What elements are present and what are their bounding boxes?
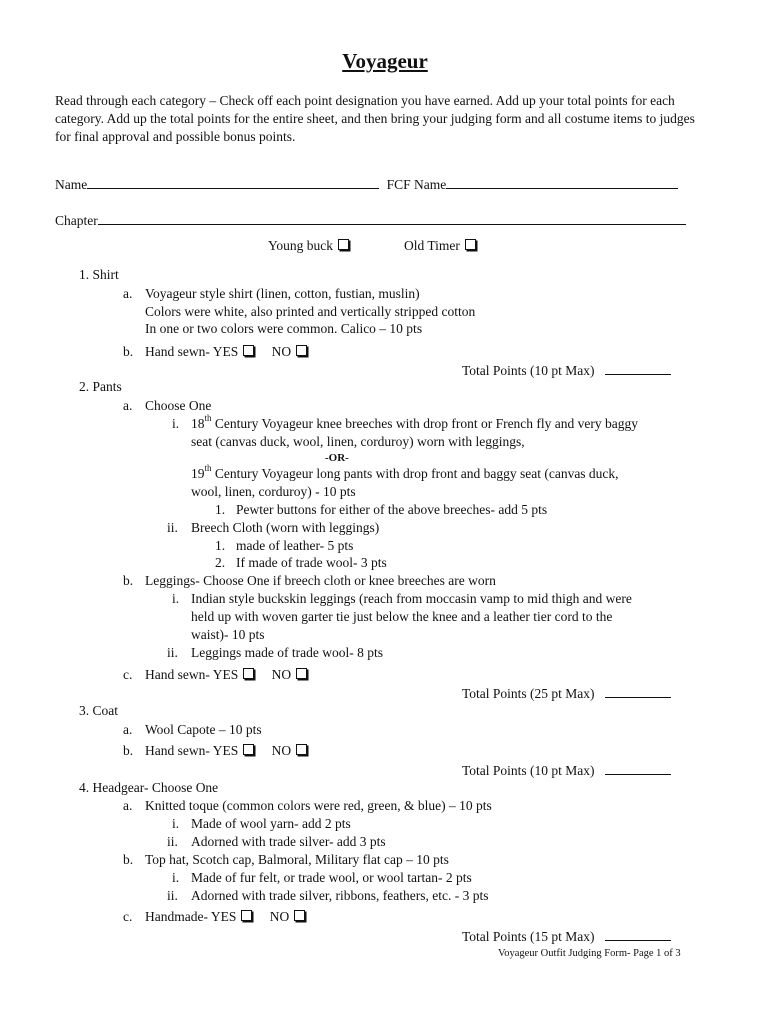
century-number: 18 [191, 416, 205, 431]
pants-b-i-line: Indian style buckskin leggings (reach from moccasin vamp to mid thigh and were [191, 591, 632, 606]
pants-a-marker: a. [123, 398, 133, 413]
headgear-a-text: Knitted toque (common colors were red, green, & blue) – 10 pts [145, 798, 492, 813]
chapter-label: Chapter [55, 213, 98, 228]
shirt-a-marker: a. [123, 286, 133, 301]
instructions: Read through each category – Check off each point designation you have earned. Add up your total points for each category. Add up the total points for the entire sheet, and then bring your judging form and all costume items to judges for final approval and possible bonus points. [55, 93, 695, 144]
pants-b-i-line: waist)- 10 pts [191, 627, 265, 642]
coat-b-marker: b. [123, 743, 134, 758]
shirt-total-label: Total Points (10 pt Max) [462, 363, 595, 378]
headgear-b-marker: b. [123, 852, 134, 867]
pants-a-i-line [191, 463, 619, 482]
ordinal-suffix: th [204, 413, 212, 423]
shirt-b-marker: b. [123, 344, 134, 359]
headgear-c-marker: c. [123, 909, 133, 924]
coat-a-text: Wool Capote – 10 pts [145, 722, 262, 737]
pants-b-ii-text: Leggings made of trade wool- 8 pts [191, 645, 383, 660]
old-timer-option [404, 238, 478, 254]
pants-a-i-text: Century Voyageur knee breeches with drop front or French fly and very baggy [211, 416, 639, 431]
headgear-a-ii-text: Adorned with trade silver- add 3 pts [191, 834, 386, 849]
no-label: NO [271, 743, 292, 758]
or-separator: -OR- [325, 452, 349, 464]
hand-sewn-yes-label: Hand sewn- YES [145, 667, 239, 682]
shirt-total-row [462, 362, 671, 379]
old-timer-label: Old Timer [404, 238, 460, 253]
pants-a-ii-2-marker: 2. [215, 555, 226, 570]
shirt-heading: 1. Shirt [79, 267, 119, 282]
page-footer: Voyageur Outfit Judging Form- Page 1 of 3 [498, 948, 681, 959]
headgear-total-row [462, 928, 671, 945]
fcf-name-label: FCF Name [386, 177, 447, 192]
headgear-b-text: Top hat, Scotch cap, Balmoral, Military flat cap – 10 pts [145, 852, 449, 867]
pants-heading: 2. Pants [79, 379, 122, 394]
pants-a-i-line: wool, linen, corduroy) - 10 pts [191, 484, 356, 499]
pants-b-i-line: held up with woven garter tie just below the knee and a leather tier cord to the [191, 609, 613, 624]
name-label: Name [55, 177, 88, 192]
headgear-b-ii-text: Adorned with trade silver, ribbons, feathers, etc. - 3 pts [191, 888, 489, 903]
coat-yes-checkbox[interactable] [243, 744, 254, 755]
pants-b-marker: b. [123, 573, 134, 588]
headgear-b-i-marker: i. [172, 870, 180, 885]
coat-no-checkbox[interactable] [296, 744, 307, 755]
shirt-a-line: Voyageur style shirt (linen, cotton, fustian, muslin) [145, 286, 420, 301]
pants-a-ii-1-marker: 1. [215, 538, 226, 553]
pants-a-i-marker: i. [172, 416, 180, 431]
pants-total-row [462, 685, 671, 702]
pants-c-marker: c. [123, 667, 133, 682]
no-label: NO [269, 909, 290, 924]
pants-total-label: Total Points (25 pt Max) [462, 686, 595, 701]
headgear-a-i-text: Made of wool yarn- add 2 pts [191, 816, 351, 831]
pants-total-input[interactable] [605, 685, 671, 698]
chapter-input-line[interactable] [98, 211, 686, 225]
pants-a-ii-2-text: If made of trade wool- 3 pts [236, 555, 387, 570]
hand-sewn-yes-label: Hand sewn- YES [145, 344, 239, 359]
young-buck-label: Young buck [268, 238, 334, 253]
handmade-yes-label: Handmade- YES [145, 909, 237, 924]
coat-heading: 3. Coat [79, 703, 118, 718]
pants-a-ii-text: Breech Cloth (worn with leggings) [191, 520, 380, 535]
headgear-no-checkbox[interactable] [294, 910, 305, 921]
hand-sewn-yes-label: Hand sewn- YES [145, 743, 239, 758]
coat-total-row [462, 762, 671, 779]
name-field-row [55, 175, 678, 193]
pants-b-text: Leggings- Choose One if breech cloth or knee breeches are worn [145, 573, 496, 588]
coat-total-input[interactable] [605, 762, 671, 775]
headgear-b-i-text: Made of fur felt, or trade wool, or wool tartan- 2 pts [191, 870, 472, 885]
name-input-line[interactable] [87, 175, 379, 189]
coat-total-label: Total Points (10 pt Max) [462, 763, 595, 778]
young-buck-option [268, 238, 351, 254]
shirt-a-line: Colors were white, also printed and vertically stripped cotton [145, 304, 476, 319]
pants-a-text: Choose One [145, 398, 212, 413]
shirt-a-line: In one or two colors were common. Calico – 10 pts [145, 321, 423, 336]
pants-hand-sewn-row [145, 667, 309, 683]
pants-a-i-1-text: Pewter buttons for either of the above breeches- add 5 pts [236, 502, 548, 517]
pants-b-i-marker: i. [172, 591, 180, 606]
pants-a-i-line: seat (canvas duck, wool, linen, corduroy) worn with leggings, [191, 434, 525, 449]
headgear-total-label: Total Points (15 pt Max) [462, 929, 595, 944]
pants-a-i-line [191, 413, 639, 432]
no-label: NO [271, 344, 292, 359]
headgear-a-ii-marker: ii. [167, 834, 178, 849]
coat-hand-sewn-row [145, 743, 309, 759]
pants-yes-checkbox[interactable] [243, 668, 254, 679]
shirt-total-input[interactable] [605, 362, 671, 375]
headgear-a-marker: a. [123, 798, 133, 813]
century-number: 19 [191, 466, 205, 481]
pants-a-i-text: Century Voyageur long pants with drop front and baggy seat (canvas duck, [211, 466, 619, 481]
headgear-total-input[interactable] [605, 928, 671, 941]
headgear-handmade-row [145, 909, 307, 925]
old-timer-checkbox[interactable] [465, 239, 476, 250]
pants-no-checkbox[interactable] [296, 668, 307, 679]
form-title: Voyageur [342, 49, 428, 73]
chapter-field-row [55, 211, 686, 229]
headgear-b-ii-marker: ii. [167, 888, 178, 903]
pants-a-ii-marker: ii. [167, 520, 178, 535]
pants-a-ii-1-text: made of leather- 5 pts [236, 538, 354, 553]
coat-a-marker: a. [123, 722, 133, 737]
pants-a-i-1-marker: 1. [215, 502, 226, 517]
young-buck-checkbox[interactable] [338, 239, 349, 250]
headgear-heading: 4. Headgear- Choose One [79, 780, 219, 795]
fcf-name-input-line[interactable] [446, 175, 678, 189]
shirt-no-checkbox[interactable] [296, 345, 307, 356]
shirt-hand-sewn-row [145, 344, 309, 360]
pants-b-ii-marker: ii. [167, 645, 178, 660]
no-label: NO [271, 667, 292, 682]
headgear-yes-checkbox[interactable] [241, 910, 252, 921]
shirt-yes-checkbox[interactable] [243, 345, 254, 356]
headgear-a-i-marker: i. [172, 816, 180, 831]
ordinal-suffix: th [204, 463, 212, 473]
